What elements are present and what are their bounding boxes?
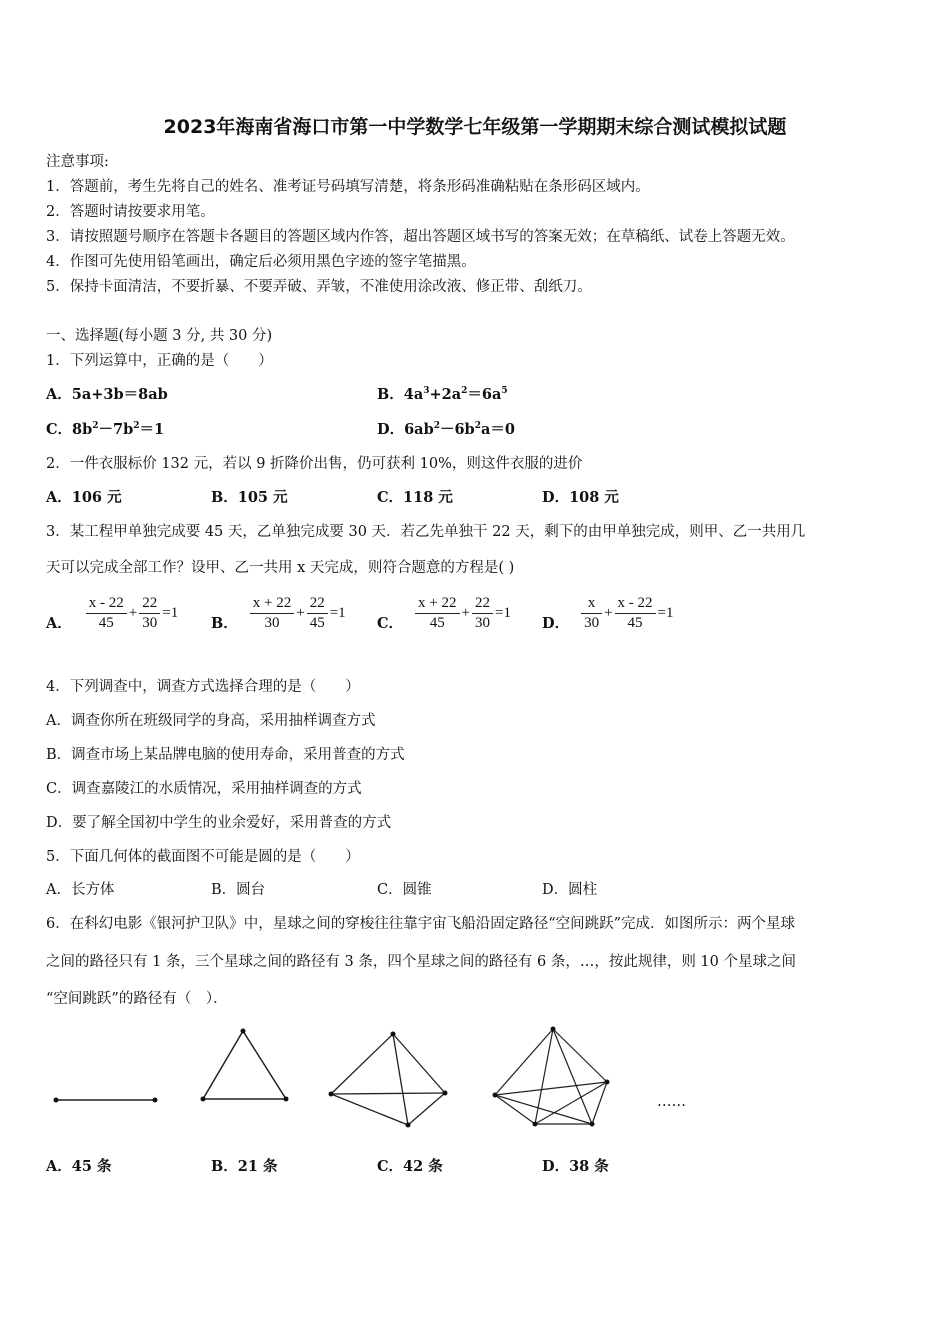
q4-option-b: B．调查市场上某品牌电脑的使用寿命，采用普查的方式 — [46, 747, 405, 763]
q3-option-b — [211, 593, 346, 633]
q6-option-a: A．45 条 — [46, 1158, 112, 1175]
notice-item: 3．请按照题号顺序在答题卡各题目的答题区域内作答，超出答题区域书写的答案无效；在草稿纸、试卷上答题无效。 — [46, 229, 795, 245]
figure-five-planets — [488, 1022, 616, 1132]
numerator: x + 22 — [415, 595, 459, 614]
option-label: B． — [377, 386, 404, 403]
question-3-line: 天可以完成全部工作？设甲、乙一共用 x 天完成，则符合题意的方程是( ) — [46, 560, 515, 576]
operator: + — [128, 604, 138, 621]
q6-option-d: D．38 条 — [542, 1158, 609, 1175]
q3-option-d — [542, 593, 674, 633]
q6-option-b: B．21 条 — [211, 1158, 278, 1175]
q2-option-b: B．105 元 — [211, 489, 288, 506]
option-label: D． — [542, 615, 570, 632]
equals: =1 — [494, 604, 511, 621]
exponent: 2 — [133, 421, 140, 432]
denominator: 45 — [98, 614, 114, 631]
section-heading: 一、选择题(每小题 3 分, 共 30 分) — [46, 328, 273, 344]
denominator: 45 — [627, 614, 643, 631]
q6-option-c: C．42 条 — [377, 1158, 443, 1175]
q5-option-a: A．长方体 — [46, 882, 115, 898]
term: 4a — [403, 386, 424, 403]
term: ＝1 — [139, 421, 165, 438]
q2-option-d: D．108 元 — [542, 489, 619, 506]
page-title: 2023年海南省海口市第一中学数学七年级第一学期期末综合测试模拟试题 — [163, 116, 787, 138]
denominator: 30 — [264, 614, 280, 631]
figure-three-planets — [196, 1025, 296, 1107]
figure-two-planets — [50, 1090, 162, 1110]
exponent: 3 — [423, 386, 430, 397]
exponent: 5 — [501, 386, 508, 397]
q5-option-b: B．圆台 — [211, 882, 266, 898]
q5-option-c: C．圆锥 — [377, 882, 432, 898]
fraction — [139, 595, 160, 632]
exponent: 2 — [474, 421, 481, 432]
q4-option-d: D．要了解全国初中学生的业余爱好，采用普查的方式 — [46, 815, 392, 831]
option-label: B． — [211, 615, 238, 632]
term: a＝0 — [480, 421, 515, 438]
q4-option-a: A．调查你所在班级同学的身高，采用抽样调查方式 — [46, 713, 376, 729]
option-label: A． — [46, 386, 72, 403]
operator: + — [604, 604, 613, 621]
fraction — [86, 595, 127, 632]
denominator: 45 — [309, 614, 325, 631]
term: ＝6a — [467, 386, 502, 403]
notice-item: 1．答题前，考生先将自己的姓名、准考证号码填写清楚，将条形码准确粘贴在条形码区域内。 — [46, 179, 650, 195]
question-6-line: 之间的路径只有 1 条，三个星球之间的路径有 3 条，四个星球之间的路径有 6 条，…，按此规律，则 10 个星球之间 — [46, 954, 796, 970]
q2-option-a: A．106 元 — [46, 489, 122, 506]
denominator: 30 — [142, 614, 158, 631]
fraction — [250, 595, 294, 632]
option-label: A． — [46, 615, 72, 632]
figure-four-planets — [323, 1028, 453, 1132]
equals: =1 — [162, 604, 179, 621]
q1-option-a — [46, 386, 168, 404]
term: －6b — [439, 421, 475, 438]
exponent: 2 — [461, 386, 468, 397]
question-6-line: “空间跳跃”的路径有（ ）． — [46, 991, 228, 1007]
option-label: D． — [377, 421, 405, 438]
q1-option-c — [46, 421, 164, 439]
term: －7b — [98, 421, 134, 438]
fraction — [307, 595, 328, 632]
figure-ellipsis: …… — [657, 1094, 686, 1110]
exponent: 2 — [433, 421, 440, 432]
fraction — [615, 595, 656, 632]
notice-item: 4．作图可先使用铅笔画出，确定后必须用黑色字迹的签字笔描黑。 — [46, 254, 476, 270]
numerator: 22 — [472, 595, 493, 614]
exponent: 2 — [92, 421, 99, 432]
question-5-stem: 5．下面几何体的截面图不可能是圆的是（ ） — [46, 849, 360, 865]
term: +2a — [429, 386, 462, 403]
denominator: 45 — [429, 614, 445, 631]
notice-item: 2．答题时请按要求用笔。 — [46, 204, 215, 220]
option-label: C． — [377, 615, 404, 632]
q5-option-d: D．圆柱 — [542, 882, 598, 898]
option-label: C． — [46, 421, 73, 438]
denominator: 30 — [474, 614, 490, 631]
q2-option-c: C．118 元 — [377, 489, 453, 506]
notice-item: 5．保持卡面清洁，不要折暴、不要弄破、弄皱，不准使用涂改液、修正带、刮纸刀。 — [46, 279, 592, 295]
option-text: 5a+3b＝8ab — [71, 386, 168, 403]
fraction — [581, 595, 602, 632]
q3-option-a — [46, 593, 178, 633]
numerator: x - 22 — [615, 595, 656, 614]
numerator: x — [581, 595, 602, 614]
question-3-line: 3．某工程甲单独完成要 45 天，乙单独完成要 30 天．若乙先单独干 22 天，剩下的由甲单独完成，则甲、乙一共用几 — [46, 524, 806, 540]
question-4-stem: 4．下列调查中，调查方式选择合理的是（ ） — [46, 679, 360, 695]
operator: + — [461, 604, 470, 621]
operator: + — [296, 604, 305, 621]
question-1-stem: 1．下列运算中，正确的是（ ） — [46, 353, 273, 369]
numerator: 22 — [307, 595, 328, 614]
term: 6ab — [404, 421, 434, 438]
denominator: 30 — [584, 614, 600, 631]
question-6-line: 6．在科幻电影《银河护卫队》中，星球之间的穿梭往往靠宇宙飞船沿固定路径“空间跳跃”完成．如图所示：两个星球 — [46, 916, 796, 932]
notice-heading: 注意事项: — [46, 154, 109, 170]
q4-option-c: C．调查嘉陵江的水质情况，采用抽样调查的方式 — [46, 781, 362, 797]
numerator: x - 22 — [86, 595, 127, 614]
q3-option-c — [377, 593, 511, 633]
question-2-stem: 2．一件衣服标价 132 元，若以 9 折降价出售，仍可获利 10%，则这件衣服的进价 — [46, 456, 583, 472]
fraction — [472, 595, 493, 632]
q1-option-d — [377, 421, 515, 439]
equals: =1 — [329, 604, 346, 621]
numerator: x + 22 — [250, 595, 294, 614]
numerator: 22 — [139, 595, 160, 614]
equals: =1 — [657, 604, 674, 621]
fraction — [415, 595, 459, 632]
q1-option-b — [377, 386, 508, 404]
term: 8b — [72, 421, 93, 438]
